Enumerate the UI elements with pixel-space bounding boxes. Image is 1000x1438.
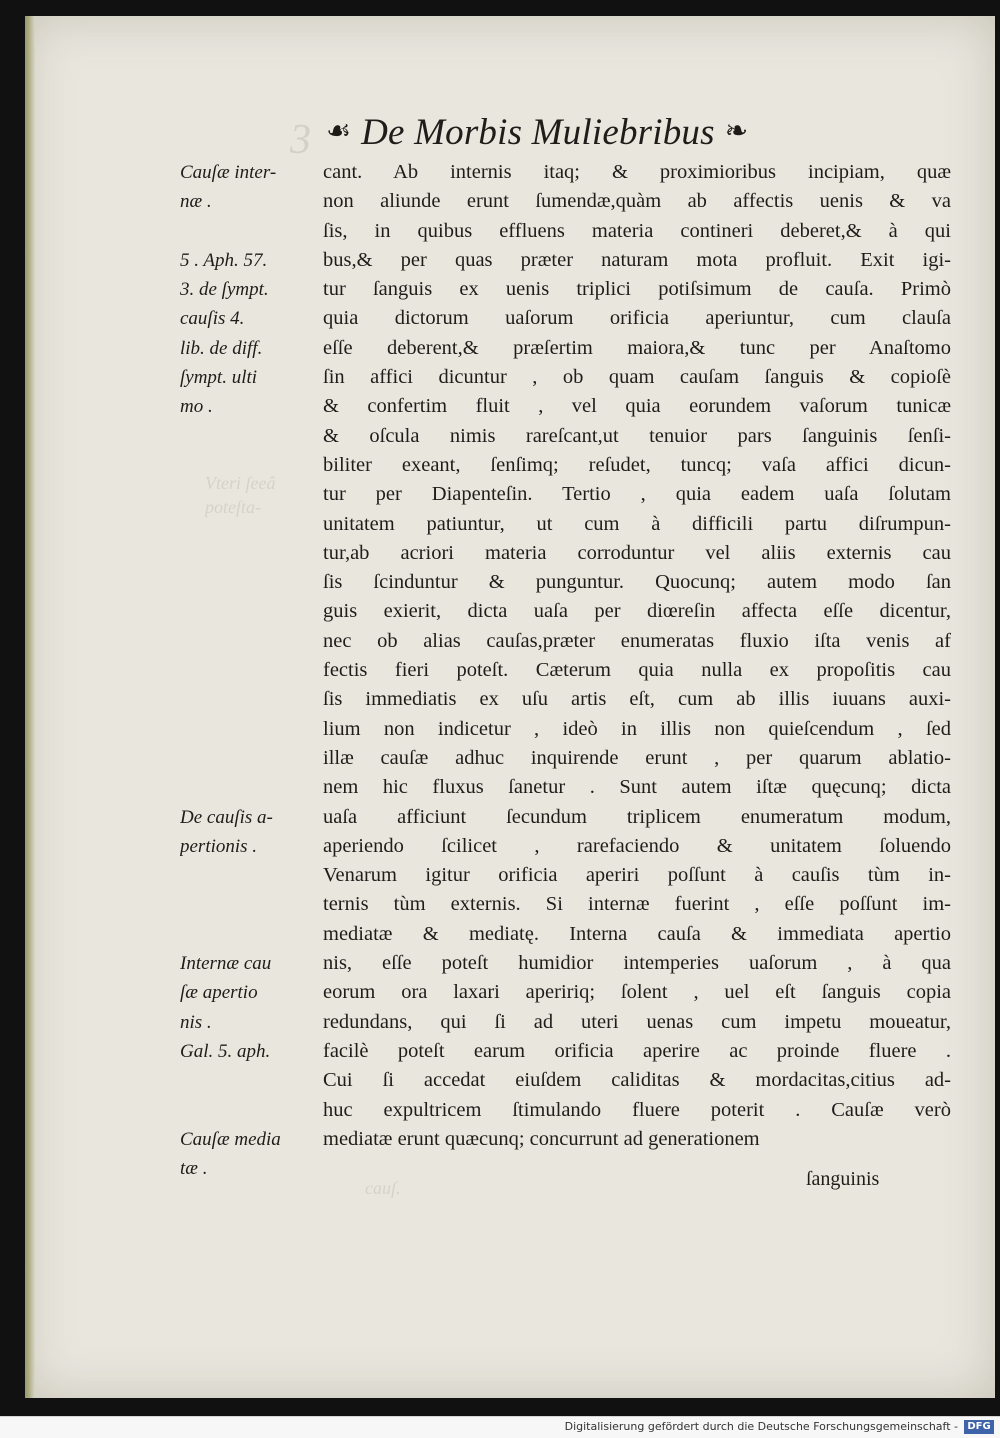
text-line: mediatæ erunt quæcunq; concurrunt ad generationem [323, 1127, 760, 1150]
margin-note-line: ſympt. ulti [180, 367, 258, 389]
margin-note-line [180, 451, 330, 480]
text-line: nec ob alias cauſas,præter enumeratas fluxio iſta venis af [323, 629, 951, 652]
margin-note-line [180, 480, 330, 509]
text-line: aperiendo ſcilicet , rarefaciendo & unitatem ſoluendo [323, 834, 951, 857]
margin-note-line: 3. de ſympt. [180, 279, 269, 301]
text-line: tur,ab acriori materia corroduntur vel aliis externis cau [323, 541, 951, 564]
margin-note-line: Internæ cau [180, 953, 272, 975]
margin-note-line [180, 1096, 330, 1125]
dfg-logo: DFG [964, 1420, 994, 1434]
margin-note-line [180, 744, 330, 773]
margin-note-line [180, 890, 330, 919]
ornament-left-icon: ☙ [326, 116, 352, 147]
running-head [326, 106, 866, 158]
margin-note-line: pertionis . [180, 835, 258, 857]
margin-note-line [180, 627, 330, 656]
margin-note-line: nis . [180, 1011, 212, 1033]
footer-credit: Digitalisierung gefördert durch die Deutsche Forschungsgemeinschaft - [564, 1420, 958, 1433]
text-line: nem hic fluxus ſanetur . Sunt autem iſtæ quęcunq; dicta [323, 776, 951, 799]
text-line: tur ſanguis ex uenis triplici potiſsimum de cauſa. Primò [323, 278, 951, 301]
margin-note-line: Cauſæ inter- [180, 162, 277, 183]
margin-note-line [180, 715, 330, 744]
margin-note-line [180, 1066, 330, 1095]
text-line: ſis immediatis ex uſu artis eſt, cum ab illis iuuans auxi- [323, 688, 951, 711]
text-line: mediatæ & mediatę. Interna cauſa & immediata apertio [323, 922, 951, 945]
margin-note-line: Cauſæ media [180, 1128, 281, 1150]
text-line: eorum ora laxari apeririq; ſolent , uel eſt ſanguis copia [323, 981, 951, 1004]
bleed-through-catch: cauſ. [365, 1178, 401, 1198]
margin-note-line: ſæ apertio [180, 982, 258, 1004]
margin-note-line [180, 217, 330, 246]
margin-note-line: 5 . Aph. 57. [180, 249, 268, 271]
margin-notes [180, 158, 330, 1198]
margin-note-line: tæ . [180, 1158, 208, 1180]
ornament-right-icon: ❧ [724, 116, 749, 147]
margin-note-line: lib. de diff. [180, 337, 263, 359]
bleed-through-note: Vteri ſeeâ poteſta- [205, 473, 276, 517]
text-line: bus,& per quas præter naturam mota profluit. Exit igi- [323, 248, 951, 271]
margin-note-line [180, 685, 330, 714]
text-line: uaſa afficiunt ſecundum triplicem enumeratum modum, [323, 805, 951, 828]
text-line: fectis fieri poteſt. Cæterum quia nulla ex propoſitis cau [323, 659, 951, 682]
text-line: huc expultricem ſtimulando fluere poterit . Cauſæ verò [323, 1098, 951, 1121]
text-line: lium non indicetur , ideò in illis non quieſcendum , ſed [323, 717, 951, 740]
body-text [323, 158, 951, 1198]
margin-note-line: cauſis 4. [180, 308, 245, 330]
text-line: ſis, in quibus effluens materia contineri deberet,& à qui [323, 219, 951, 242]
margin-note-line [180, 656, 330, 685]
margin-note-line [180, 597, 330, 626]
text-line: ſin affici dicuntur , ob quam cauſam ſanguis & copioſè [323, 366, 951, 389]
page-title: De Morbis Muliebribus [361, 111, 715, 153]
text-line: facilè poteſt earum orificia aperire ac proinde fluere . [323, 1039, 951, 1062]
text-line: ſis ſcinduntur & punguntur. Quocunq; autem modo ſan [323, 571, 951, 594]
text-line: ternis tùm externis. Si internæ fuerint , eſſe poſſunt im- [323, 893, 951, 916]
margin-note-line [180, 539, 330, 568]
text-line: quia dictorum uaſorum orificia aperiuntur, cum clauſa [323, 307, 951, 330]
text-line: nis, eſſe poteſt humidior intemperies uaſorum , à qua [323, 952, 951, 975]
margin-note-line [180, 773, 330, 802]
margin-note-line: mo . [180, 396, 213, 418]
margin-note-line: De cauſis a- [180, 806, 273, 828]
bleed-through-header: 3 [290, 117, 311, 163]
margin-note-line: næ . [180, 191, 212, 213]
text-line: unitatem patiuntur, ut cum à difficili partu diſrumpun- [323, 512, 951, 535]
text-line: guis exierit, dicta uaſa per diœreſin affecta eſſe dicentur, [323, 600, 951, 623]
text-line: cant. Ab internis itaq; & proximioribus incipiam, quæ [323, 161, 951, 183]
text-line: & oſcula nimis rareſcant,ut tenuior pars ſanguinis ſenſi- [323, 424, 951, 447]
text-line: tur per Diapenteſin. Tertio , quia eadem uaſa ſolutam [323, 483, 951, 506]
margin-note-line [180, 568, 330, 597]
text-line: biliter exeant, ſenſimq; reſudet, tuncq; vaſa affici dicun- [323, 453, 951, 476]
text-line: Cui ſi accedat eiuſdem caliditas & mordacitas,citius ad- [323, 1069, 951, 1092]
text-line: Venarum igitur orificia aperiri poſſunt à cauſis tùm in- [323, 864, 951, 887]
margin-note-line: Gal. 5. aph. [180, 1040, 271, 1062]
text-line: & confertim fluit , vel quia eorundem vaſorum tunicæ [323, 395, 951, 418]
page-edge-shadow [25, 16, 35, 1398]
margin-note-line [180, 861, 330, 890]
margin-note-line [180, 920, 330, 949]
text-line: non aliunde erunt ſumendæ,quàm ab affectis uenis & va [323, 190, 951, 213]
footer-bar [0, 1416, 1000, 1438]
catchword: ſanguinis [806, 1168, 880, 1190]
text-line: illæ cauſæ adhuc inquirende erunt , per quarum ablatio- [323, 746, 951, 769]
margin-note-line [180, 510, 330, 539]
margin-note-line [180, 422, 330, 451]
text-line: redundans, qui ſi ad uteri uenas cum impetu moueatur, [323, 1010, 951, 1033]
text-line: eſſe deberent,& præſertim maiora,& tunc per Anaſtomo [323, 336, 951, 359]
